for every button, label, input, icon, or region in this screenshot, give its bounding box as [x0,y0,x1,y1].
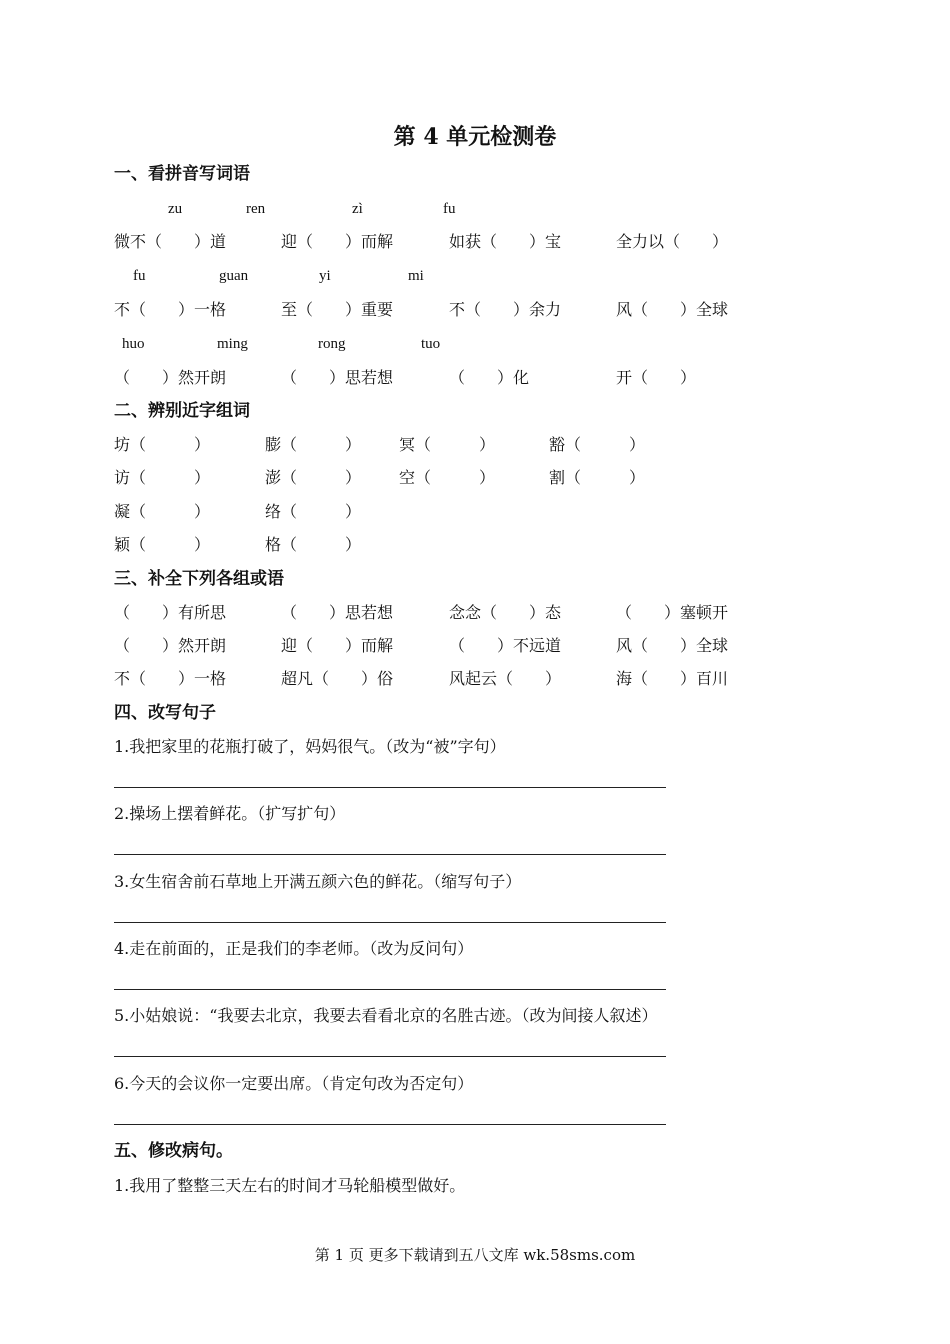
idiom-blank: （ ）然开朗 [114,636,227,655]
idiom-blank: 风起云（ ） [449,669,562,688]
char-blank: 凝（ ） [114,502,211,521]
section-5-heading: 五、修改病句。 [114,1141,233,1161]
section-1-heading: 一、看拼音写词语 [114,164,250,184]
pinyin: fu [133,268,146,284]
word-blank: 至（ ）重要 [281,300,394,319]
char-blank: 格（ ） [265,535,362,554]
idiom-blank: 不（ ）一格 [114,669,227,688]
answer-line [114,787,666,788]
idiom-blank: 超凡（ ）俗 [281,669,394,688]
pinyin: ren [246,201,266,217]
word-blank: 开（ ） [616,368,697,387]
pinyin: rong [318,336,346,352]
char-blank: 颖（ ） [114,535,211,554]
char-blank: 络（ ） [265,502,362,521]
rewrite-item: 5.小姑娘说：“我要去北京，我要去看看北京的名胜古迹。（改为间接人叙述） [114,1006,658,1025]
rewrite-item: 4.走在前面的，正是我们的李老师。（改为反问句） [114,939,474,958]
section-3-heading: 三、补全下列各组或语 [114,569,284,589]
page-title: 第 4 单元检测卷 [393,124,557,150]
idiom-blank: 风（ ）全球 [616,636,729,655]
word-blank: 微不（ ）道 [114,232,227,251]
char-blank: 膨（ ） [265,435,362,454]
char-blank: 空（ ） [399,468,496,487]
pinyin: tuo [421,336,441,352]
word-blank: 不（ ）余力 [449,300,562,319]
word-blank: （ ）思若想 [281,368,394,387]
correction-item: 1.我用了整整三天左右的时间才马轮船模型做好。 [114,1176,466,1195]
rewrite-item: 3.女生宿舍前石草地上开满五颜六色的鲜花。（缩写句子） [114,872,522,891]
answer-line [114,1056,666,1057]
pinyin: ming [217,336,248,352]
char-blank: 澎（ ） [265,468,362,487]
rewrite-item: 1.我把家里的花瓶打破了，妈妈很气。（改为“被”字句） [114,737,506,756]
word-blank: （ ）然开朗 [114,368,227,387]
pinyin: zì [352,201,363,217]
word-blank: 风（ ）全球 [616,300,729,319]
idiom-blank: （ ）不远道 [449,636,562,655]
pinyin: zu [168,201,183,217]
idiom-blank: 迎（ ）而解 [281,636,394,655]
idiom-blank: （ ）有所思 [114,603,227,622]
word-blank: 不（ ）一格 [114,300,227,319]
word-blank: 全力以（ ） [616,232,729,251]
section-2-heading: 二、辨别近字组词 [114,401,250,421]
pinyin: yi [319,268,331,284]
section-4-heading: 四、改写句子 [114,703,216,723]
answer-line [114,1124,666,1125]
char-blank: 坊（ ） [114,435,211,454]
word-blank: 如获（ ）宝 [449,232,562,251]
pinyin: guan [219,268,249,284]
idiom-blank: （ ）思若想 [281,603,394,622]
word-blank: 迎（ ）而解 [281,232,394,251]
rewrite-item: 2.操场上摆着鲜花。（扩写扩句） [114,804,346,823]
char-blank: 豁（ ） [549,435,646,454]
idiom-blank: 念念（ ）态 [449,603,562,622]
pinyin: mi [408,268,424,284]
idiom-blank: （ ）塞顿开 [616,603,729,622]
char-blank: 冥（ ） [399,435,496,454]
page-footer: 第 1 页 更多下载请到五八文库 wk.58sms.com [314,1246,636,1264]
pinyin: huo [122,336,145,352]
answer-line [114,989,666,990]
word-blank: （ ）化 [449,368,530,387]
rewrite-item: 6.今天的会议你一定要出席。（肯定句改为否定句） [114,1074,474,1093]
idiom-blank: 海（ ）百川 [616,669,729,688]
char-blank: 访（ ） [114,468,211,487]
pinyin: fu [443,201,456,217]
char-blank: 割（ ） [549,468,646,487]
answer-line [114,854,666,855]
answer-line [114,922,666,923]
